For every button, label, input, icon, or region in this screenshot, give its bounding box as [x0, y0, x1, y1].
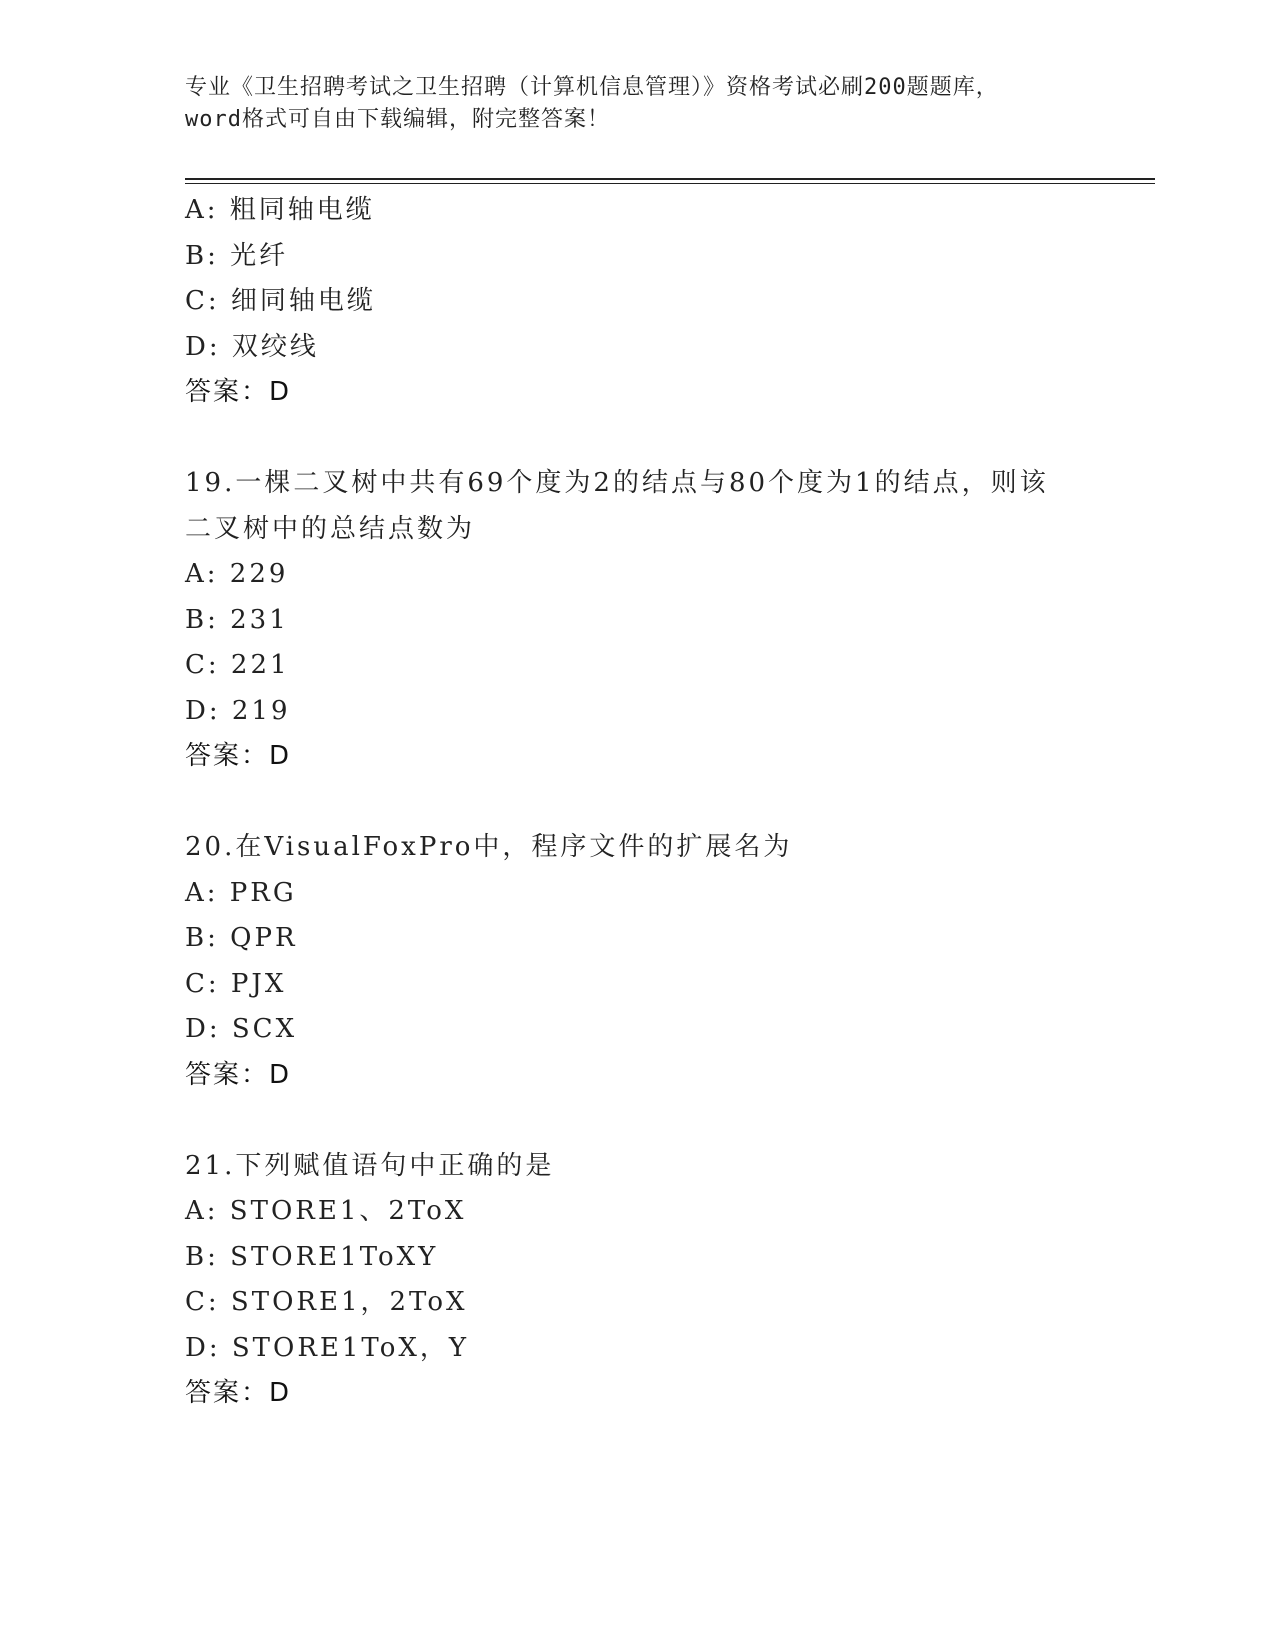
question-stem-line-1: 20.在VisualFoxPro中，程序文件的扩展名为: [185, 832, 793, 862]
question-stem-line-1: 19.一棵二叉树中共有69个度为2的结点与80个度为1的结点，则该: [185, 468, 1049, 498]
option-b: B: 231: [185, 604, 289, 635]
option-c: C: STORE1，2ToX: [185, 1287, 468, 1317]
header-line-1: 专业《卫生招聘考试之卫生招聘（计算机信息管理）》资格考试必刷200题题库，: [185, 75, 999, 100]
spacer: [185, 1098, 1085, 1144]
spacer: [185, 780, 1085, 826]
option-b: B: 光纤: [185, 240, 289, 271]
option-b: B: QPR: [185, 923, 298, 953]
option-d: D: SCX: [185, 1014, 298, 1044]
question-content: [185, 188, 1085, 1417]
header-rule-thick: [185, 178, 1155, 180]
option-a: A: 粗同轴电缆: [185, 195, 375, 225]
question-stem-line-2: 二叉树中的总结点数为: [185, 513, 476, 544]
option-b: B: STORE1ToXY: [185, 1241, 439, 1272]
question-19: [185, 461, 1085, 780]
question-stem-line-1: 21.下列赋值语句中正确的是: [185, 1150, 555, 1181]
option-d: D: STORE1ToX，Y: [185, 1332, 470, 1363]
header-line-2: word格式可自由下载编辑，附完整答案！: [185, 107, 610, 132]
answer-line: 答案：D: [185, 1059, 292, 1090]
option-a: A: PRG: [185, 877, 297, 908]
answer-line: 答案：D: [185, 377, 292, 407]
header-rule-thin: [185, 183, 1155, 184]
option-c: C: PJX: [185, 968, 287, 999]
document-header: [185, 72, 1085, 136]
option-c: C: 细同轴电缆: [185, 286, 376, 316]
option-a: A: 229: [185, 559, 289, 589]
option-d: D: 双绞线: [185, 331, 319, 362]
question-20: [185, 825, 1085, 1098]
option-a: A: STORE1、2ToX: [185, 1196, 467, 1226]
spacer: [185, 416, 1085, 462]
option-c: C: 221: [185, 650, 290, 680]
answer-line: 答案：D: [185, 741, 292, 771]
prev-question-block: [185, 188, 1085, 416]
option-d: D: 219: [185, 695, 291, 726]
question-21: [185, 1144, 1085, 1417]
answer-line: 答案：D: [185, 1378, 292, 1408]
